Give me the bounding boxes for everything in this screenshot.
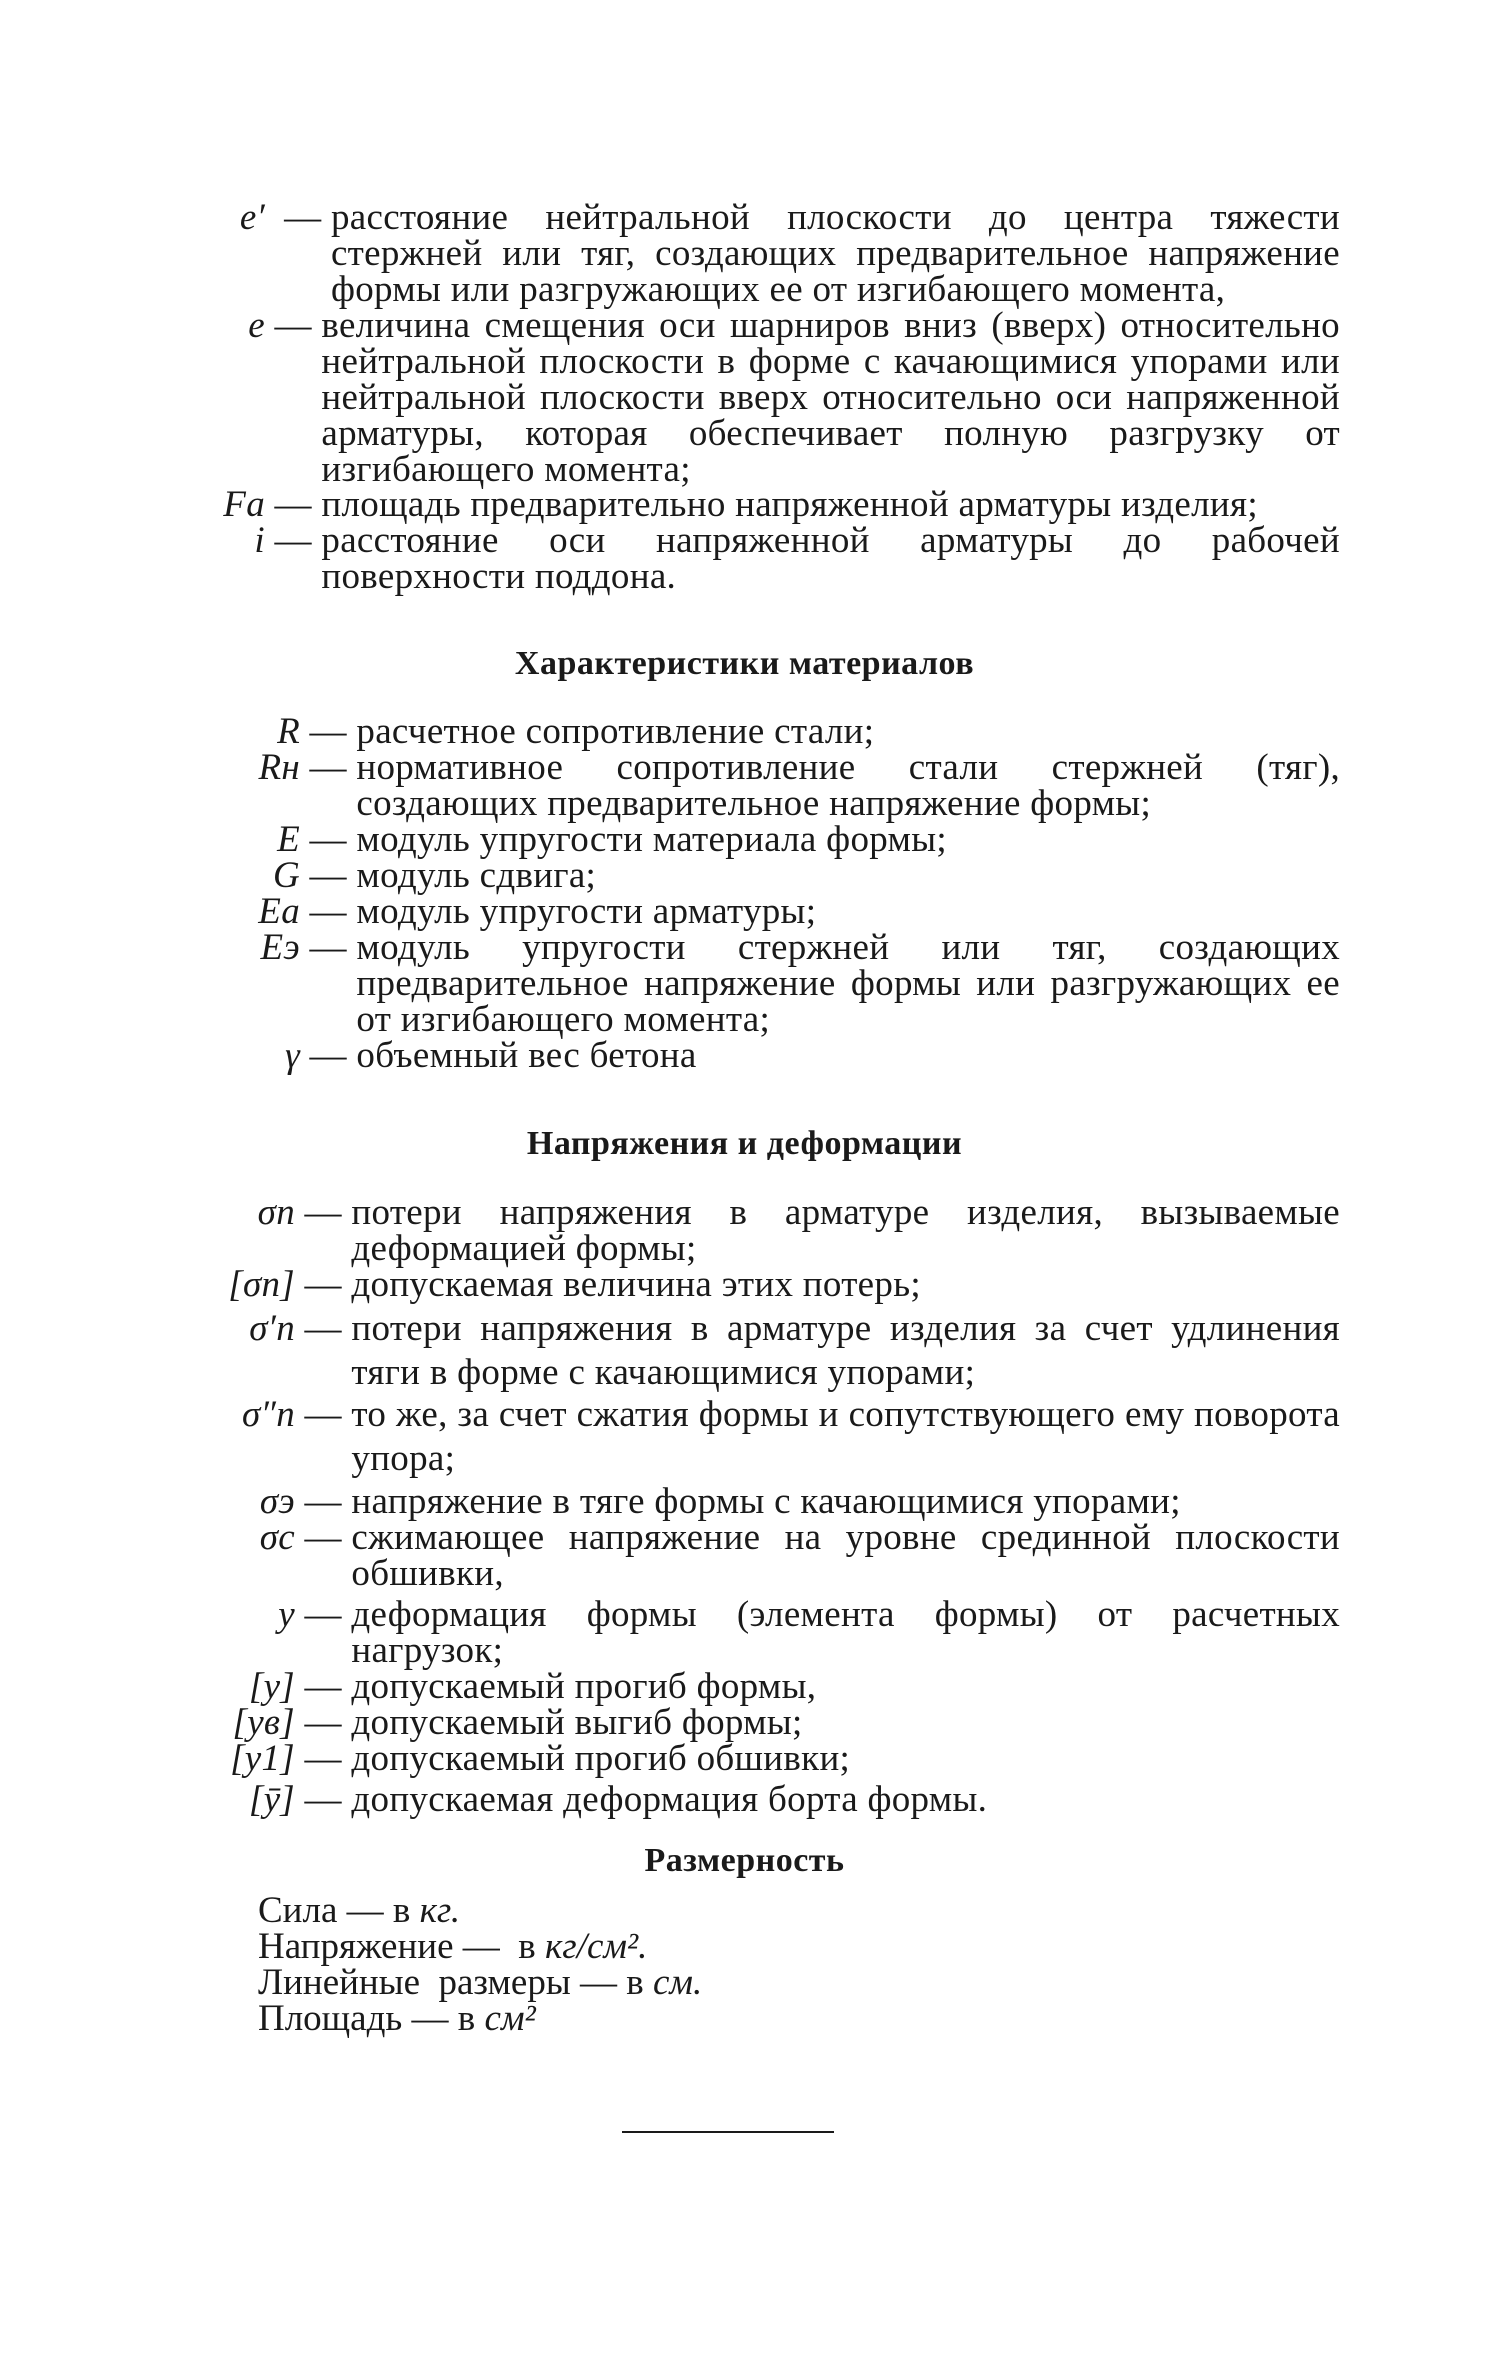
dash: — [295,1481,352,1522]
definition-ee [150,927,1340,1040]
symbol: e [248,305,265,346]
symbol: y [278,1594,295,1635]
symbol: [y1] [230,1738,295,1779]
definition-text: допускаемый прогиб формы, [351,1666,817,1707]
definition-text: допускаемая деформация борта формы. [351,1779,988,1820]
dash: — [300,819,357,860]
dash: — [300,855,357,896]
dash: — [265,305,322,346]
unit-label: Линейные размеры — в [258,1962,644,2003]
definition-ea [150,891,1340,932]
definition-text: расстояние нейтральной плоскости до центра тяжести стержней или тяг, создающих предварительное напряжение формы или разгружающих ее от изгибающего момента, [330,197,1340,310]
dash: — [295,1666,352,1707]
dash: — [265,484,322,525]
definition-e-prime [150,197,1340,310]
symbol: e′ [239,197,265,238]
definition-text: допускаемый прогиб обшивки; [351,1738,851,1779]
dash: — [295,1517,352,1558]
end-rule [622,2131,834,2133]
definition-rn [150,747,1340,824]
unit-value: кг. [419,1890,461,1931]
definition-text: допускаемая величина этих потерь; [351,1264,921,1305]
definition-text: потери напряжения в арматуре изделия за счет удлинения тяги в форме с качающимися упорами; [351,1308,1340,1393]
unit-force [258,1890,461,1931]
dash: — [295,1308,352,1349]
definition-gamma [150,1035,1340,1076]
symbol: σ″п [241,1394,295,1435]
unit-label: Площадь — в [258,1998,476,2039]
definition-y-allowed [150,1666,1340,1707]
dash: — [300,891,357,932]
definition-yv-allowed [150,1702,1340,1743]
unit-label: Сила — в [258,1890,411,1931]
symbol: Eа [258,891,300,932]
definition-sigma-p-allowed [150,1264,1340,1305]
dash: — [265,520,322,561]
unit-value: кг/см². [544,1926,648,1967]
definition-sigma-p [150,1192,1340,1269]
definition-fa [150,484,1340,525]
symbol: G [272,855,300,896]
definition-text: модуль упругости стержней или тяг, создающих предварительное напряжение формы или разгружающих ее от изгибающего момента; [356,927,1340,1040]
section-title-units: Размерность [644,1842,845,1879]
definition-y [150,1594,1340,1671]
definition-text: сжимающее напряжение на уровне срединной плоскости обшивки, [351,1517,1340,1594]
dash: — [295,1594,352,1635]
definition-text: объемный вес бетона [356,1035,697,1076]
definition-text: величина смещения оси шарниров вниз (вверх) относительно нейтральной плоскости в форме с качающимися упорами или нейтральной плоскости вверх относительно оси напряженной арматуры, которая обеспечивает полную разгрузку от изгибающего момента; [321,305,1340,490]
definition-text: допускаемый выгиб формы; [351,1702,803,1743]
dash: — [295,1779,352,1820]
dash: — [265,197,331,238]
symbol: R [277,711,300,752]
definition-sigma-e [150,1481,1340,1522]
unit-area [258,1998,536,2039]
dash: — [295,1394,352,1435]
definition-text: модуль упругости арматуры; [356,891,817,932]
definition-text: модуль упругости материала формы; [356,819,947,860]
unit-stress [258,1926,648,1967]
definition-text: напряжение в тяге формы с качающимися упорами; [351,1481,1181,1522]
dash: — [300,1035,357,1076]
dash: — [300,927,357,968]
definition-sigma-p-prime [150,1307,1340,1395]
definition-text: площадь предварительно напряженной арматуры изделия; [321,484,1258,525]
section-title-stresses: Напряжения и деформации [526,1125,963,1162]
definition-i [150,520,1340,597]
symbol: [yв] [232,1702,295,1743]
definition-text: потери напряжения в арматуре изделия, вызываемые деформацией формы; [351,1192,1340,1269]
definition-sigma-c [150,1517,1340,1594]
symbol: σ′п [249,1308,295,1349]
unit-value: см. [652,1962,703,2003]
unit-value: см² [484,1998,536,2039]
definition-e [150,305,1340,490]
definition-text: модуль сдвига; [356,855,597,896]
definition-text: деформация формы (элемента формы) от расчетных нагрузок; [351,1594,1340,1671]
dash: — [300,711,357,752]
definition-g [150,855,1340,896]
definition-text: расстояние оси напряженной арматуры до рабочей поверхности поддона. [321,520,1340,597]
symbol: [ȳ] [248,1779,295,1820]
symbol: σп [257,1192,295,1233]
symbol: Eэ [260,927,300,968]
symbol: Rн [258,747,300,788]
unit-length [258,1962,703,2003]
symbol: σс [259,1517,295,1558]
definition-text: то же, за счет сжатия формы и сопутствующего ему поворота упора; [351,1394,1340,1479]
dash: — [295,1264,352,1305]
dash: — [300,747,357,788]
dash: — [295,1192,352,1233]
unit-label: Напряжение — в [258,1926,536,1967]
symbol: E [277,819,300,860]
symbol: [σп] [228,1264,295,1305]
definition-y1-allowed [150,1738,1340,1779]
definition-r [150,711,1340,752]
definition-e-modulus [150,819,1340,860]
dash: — [295,1702,352,1743]
symbol: Fа [223,484,265,525]
dash: — [295,1738,352,1779]
definition-sigma-p-double-prime [150,1393,1340,1481]
symbol: i [254,520,265,561]
symbol: γ [285,1035,300,1076]
symbol: [y] [248,1666,295,1707]
definition-text: нормативное сопротивление стали стержней (тяг), создающих предварительное напряжение формы; [356,747,1340,824]
definition-ybar-allowed [150,1779,1340,1820]
section-title-materials: Характеристики материалов [514,645,975,682]
symbol: σэ [259,1481,295,1522]
definition-text: расчетное сопротивление стали; [356,711,875,752]
